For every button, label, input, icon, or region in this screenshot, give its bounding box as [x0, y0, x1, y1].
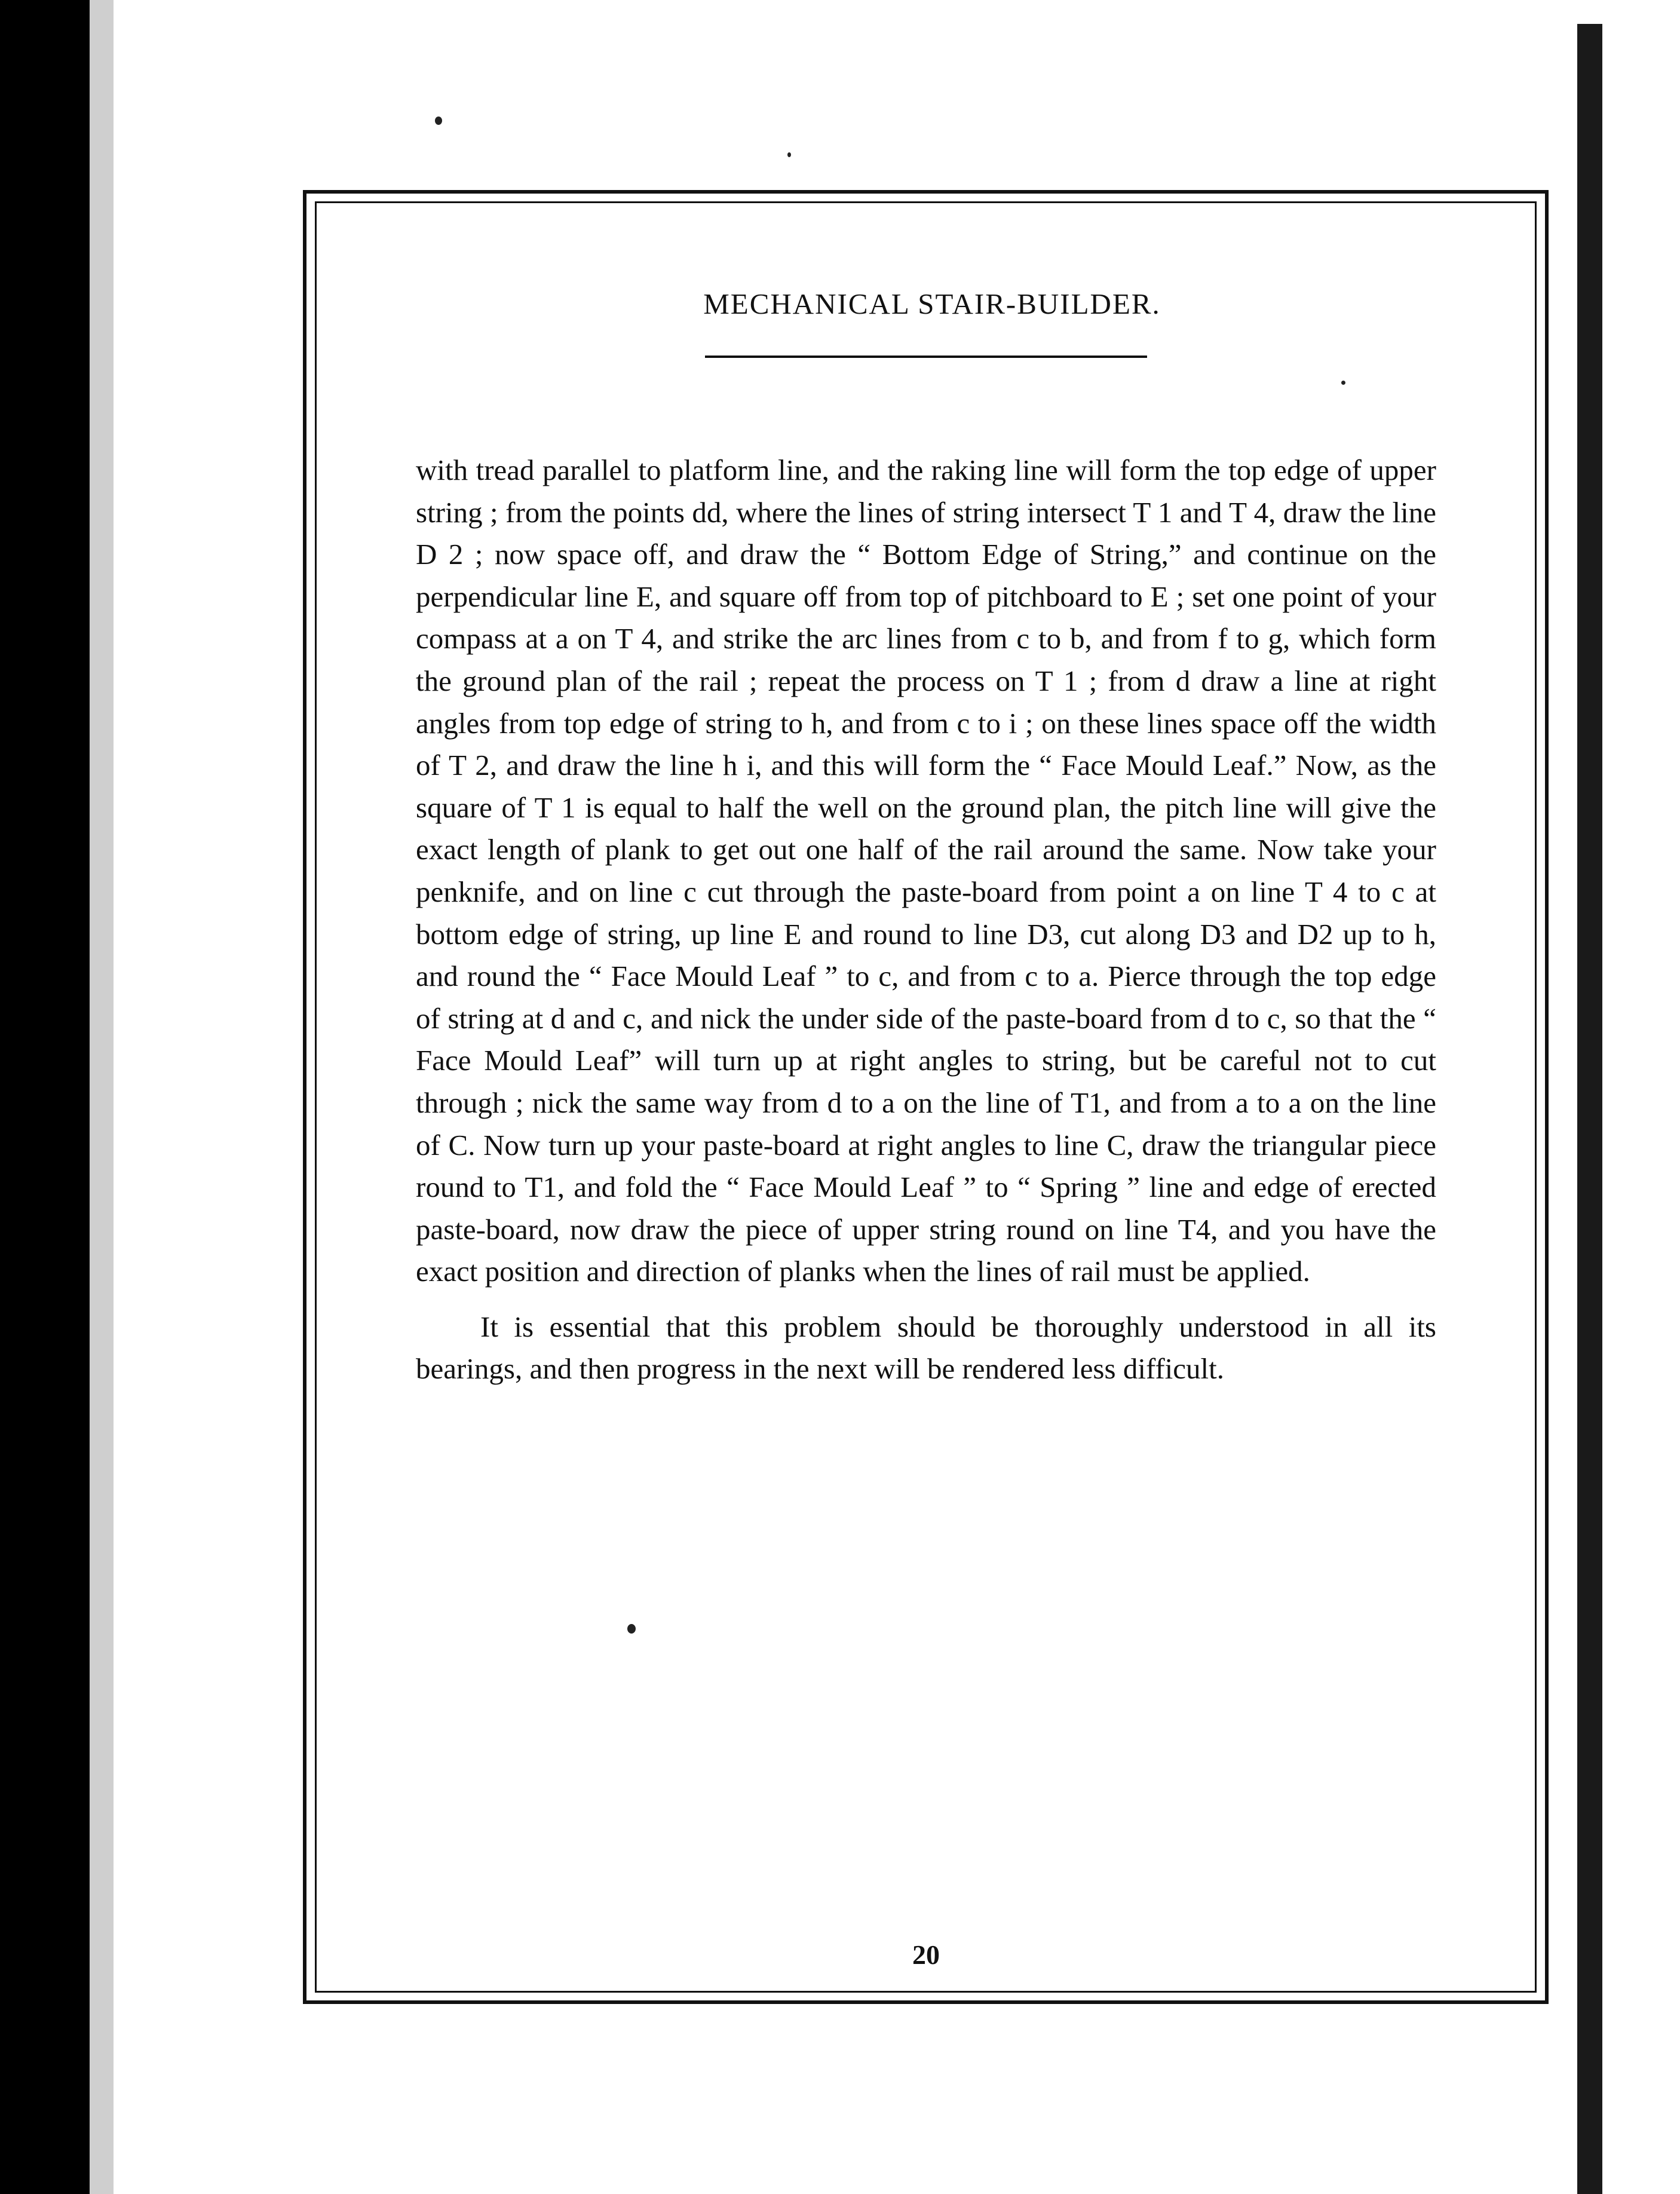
scan-right-margin	[1602, 0, 1680, 2194]
body-text	[416, 449, 1436, 1390]
scan-speck	[1341, 381, 1345, 385]
paragraph-2: It is essential that this problem should be thoroughly understood in all its bearings, and then progress in the next will be rendered less difficult.	[416, 1310, 1436, 1386]
page-number: 20	[912, 1939, 940, 1970]
scan-speck	[435, 117, 442, 125]
page-gutter-shadow	[90, 0, 114, 2194]
running-title: MECHANICAL STAIR-BUILDER.	[703, 287, 1161, 320]
scan-right-border	[1577, 24, 1602, 2194]
paragraph-1: with tread parallel to platform line, and the raking line will form the top edge of upper string ; from the points dd, where the lines of string intersect T 1 and T 4, draw the line D 2 ; now space off, and draw the “ Bottom Edge of String,” and continue on the perpendicular line E, and square off from top of pitchboard to E ; set one point of your compass at a on T 4, and strike the arc lines from c to b, and from f to g, which form the ground plan of the rail ; repeat the process on T 1 ; from d draw a line at right angles from top edge of string to h, and from c to i ; on these lines space off the width of T 2, and draw the line h i, and this will form the “ Face Mould Leaf.” Now, as the square of T 1 is equal to half the well on the ground plan, the pitch line will give the exact length of plank to get out one half of the rail around the same. Now take your penknife, and on line c cut through the paste-board from point a on line T 4 to c at bottom edge of string, up line E and round to line D3, cut along D3 and D2 up to h, and round the “ Face Mould Leaf ” to c, and from c to a. Pierce through the top edge of string at d and c, and nick the under side of the paste-board from d to c, so that the “ Face Mould Leaf” will turn up at right angles to string, but be careful not to cut through ; nick the same way from d to a on the line of T1, and from a to a on the line of C. Now turn up your paste-board at right angles to line C, draw the triangular piece round to T1, and fold the “ Face Mould Leaf ” to “ Spring ” line and edge of erected paste-board, now draw the piece of upper string round on line T4, and you have the exact position and direction of planks when the lines of rail must be applied.	[416, 453, 1436, 1288]
scan-speck	[787, 152, 791, 157]
scan-left-border	[0, 0, 90, 2194]
title-rule	[705, 356, 1147, 358]
scan-speck	[627, 1624, 636, 1634]
